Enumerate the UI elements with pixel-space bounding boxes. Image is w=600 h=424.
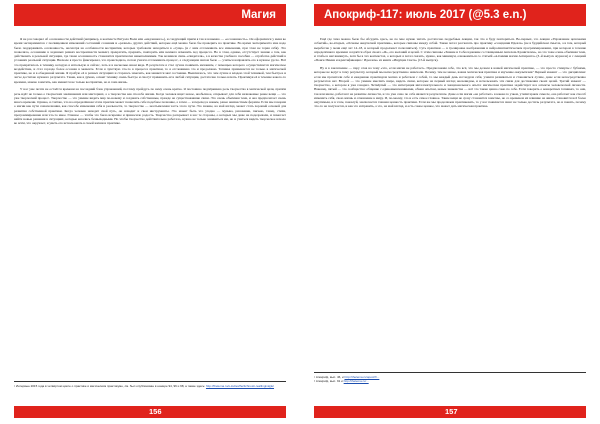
right-body-text (314, 37, 586, 112)
right-footnote-2-link[interactable]: http://thelema.ru/... (343, 379, 369, 383)
left-footnote-1 (14, 384, 286, 388)
left-paragraph-1: Я не раз говорил об осознанности действий (например, в контексте Ритуала Воли или «медленного»), и следующий приём я так и называю — «осознанность». Он оформлялся у меня во время экспериментов с посвящением изменений состояний сознания и «разных» других действий, которые ещё можно было бы проверить на практике. Во время эксперимента мне надо было поддерживать осознанность, несмотря на особенности восприятия, которые требовали находиться в «гуще» (и с ним отслеживать все изменения, при этом не теряя себя). Это позволяло, осознанию в заданных рамках воспроизвести момент, прекратить, прервать, повторить или немного изменить ход процесса. Но в этом, однако, отсутствует знание о том, как действовать в реальной ситуации, где такая осознанность становится практически невыполнимым. Так возникла связь «свидетеля», а в качестве учебного пособия — отработка действий в условиях реальной ситуации. Вначале я просто фиксировал, что происходило, потом учился отслеживать процесс, а следующим шагом было — учиться направлять его в нужное русло. Всё это превратилось в технику, которую я использую и сейчас, хоть и в несколько ином виде. В результате я стал лучше понимать механизм, с помощью которого осуществляется магическое воздействие, и стал гораздо более осознан в моменте. Если я чувствую что-то в процессе практики, то я отслеживаю это и продолжаю. Техника применяется не только в магической практике, но и в обыденной жизни. Я пробую её в разных ситуациях и стараюсь замечать, как меняется моё состояние. Выяснилось, что чем лучше я владею этой техникой, тем быстрее и легче достигаю нужного результата. Такие, как я думаю, освоят технику очень быстро и смогут применить её в любой ситуации, достаточно только начать. Практикуя её в течение какого-то времени, можно заметить, как меняется не только восприятие, но и сама жизнь. (14, 37, 286, 84)
right-footnotes (314, 372, 586, 383)
left-footnote-link[interactable]: http://thelema.ru/o-kultesfhe/lichnosti-reallinginiqjle/ (205, 384, 275, 388)
right-page (300, 0, 600, 424)
left-page-number: 156 (149, 407, 162, 416)
right-footnote-1-text: ¹ Апокриф, вып. 46, и (314, 375, 345, 379)
right-page-number: 157 (445, 407, 458, 416)
left-body-text (14, 37, 286, 129)
right-header-bar (314, 4, 586, 26)
left-footnote-text: ¹ Интервью 2015 года в четвёртом цикле о практике и магическом практикуме, см. был опубликован в номере 94, 96 и 98, а также здесь: (14, 384, 206, 388)
left-header-bar (14, 4, 286, 26)
right-footer-bar (314, 406, 586, 418)
right-paragraph-2: Ну и в заключение — пару слов на тему «что, если магия не работает». Предположим себе, что всё, что мы делаем в нашей магической практике, — это просто стимулы с бубнами, которые не ведут к тому результату, который мы непосредственно намечали. Почему, тем не менее, важна магическая практика и изучение оккультизма? Первый момент — это дисциплина: если мы прочитали себе и ежедневно практикуем магию и работаем с собой, то мы каждый день исследуем себя, учимся развиваться и становиться лучше, даже если непосредственно результатов нет. Второй — это умение мыслить шире, видеть связи, которые на первый взгляд неочевидны, и использовать эти связи для достижения своих целей. Третий момент — творчество, о котором я уже говорил. Четвёртый — это интеграция интеллектуального и эмоционального опыта: магическая практика задействует все аспекты человеческой личности. Наконец, пятый — это сообщество: общение с единомышленниками, обмен опытом, новые знакомства — всё это также ценно само по себе. Если говорить о конкретных техниках, то они, так или иначе, работают на развитие личности, и это уже само по себе является результатом. Даже если магия «не работает» в каком-то узком, утилитарном смысле, она работает как способ изменить себя, свою жизнь и отношение к миру. И, по-моему, это и есть самое главное. Такие вещи не сразу становятся заметны, но со временем их влияние на жизнь становится всё более ощутимым, и в этом, пожалуй, заключается главная ценность практики. Если же мы продолжаем практиковать, то у нас появляется шанс не только достичь результата, но и понять, почему что-то не получается, и как это исправить, а это, на мой взгляд, и есть самое ценное, что может дать магическая практика. (314, 66, 586, 109)
right-header-title: Апокриф-117: июль 2017 (@5.3 e.n.) (324, 9, 527, 21)
right-footnote-2 (314, 379, 586, 383)
right-paragraph-1: Ещё где тема можно было бы обсудить здесь, но по мне нужно читать достаточно подробные лекции, так что я буду повторяться. Во-первых, это лекция «Управление цепочками событий», во-вторых, «Основы оккультной практики», которые связаны между собой. Также хотел рассказать про практику «созидания Идеала» (не в буддийском смысле, а в том, который выработан у меня ещё лет 14–18, и который продолжает пополняться). Суть практики — в тренировке воображения и нейролингвистическом программировании, при котором в течение определённого времени создаётся образ своего «Я», его желаний и целей. С этим связаны «Знание и Собеседование со Священным Ангелом-Хранителем», но это тоже очень объёмная тема, и чтобы в неё вникнуть, хотя бы в тех контекстах, о которых я хотел сказать, нужно, как минимум, ознакомиться со статьёй «Алхимия магии Аспиранта» (3–й выпуск журнала) и с лекцией «Поиск Имени и идентификация с Идеалом» из книги «Ищущие Света» (15-й выпуск). (314, 37, 586, 63)
right-footnote-2-text: ² Апокриф, вып. 91 и (314, 379, 344, 383)
left-paragraph-2: У нас уже почти не остаётся времени на последний блок упражнений, поэтому пройдусь по нему очень кратко. Я постоянно подчёркиваю роль творчества в магической цели, причём речь идёт не только о творческих заклинаниях или мистериях, а о творчестве как способе жизни. Когда человек ищет новое, необычное, открывает для себя незнакомые ранее вещи — это уже творческий процесс. Творчество — это умение видеть мир по-новому и создавать собственные, прежде не существовавшие связи. Это очень объёмная тема, и она предполагает очень много времени. Однако, я считаю, что на определённом этапе практик может позволить себе подобное познание, а затем — и переход к новым, ранее неизвестным формам. Если мы говорим о магии как пути самопознания, как способе изменения себя и реальности, то творчество — неотъемлемая часть этого пути. Это знание, на мой взгляд, может стать хорошей основой для развития собственной практики. Когда человек находит свой путь, он находит и свои инструменты. Это может быть что угодно — музыка, рисование, письмо, танец, стихи, программирование или что-то иное. Главное — чтобы это было искренне и приносило радость. Творчество раскрывает в нас те стороны, о которых мы даже не подозревали, и помогает найти новые решения в ситуациях, которые казались безвыходными. Но чтобы творчество действительно работало, нужно не только заниматься им, но и учиться видеть творческое начало во всём, что окружает, и уметь его использовать в своей жизни и практике. (14, 87, 286, 126)
left-footnotes (14, 381, 286, 388)
left-header-title: Магия (241, 9, 276, 21)
right-footnote-1-link[interactable]: http://thelema.ru/apocrif/... (344, 375, 380, 379)
left-footer-bar (14, 406, 286, 418)
